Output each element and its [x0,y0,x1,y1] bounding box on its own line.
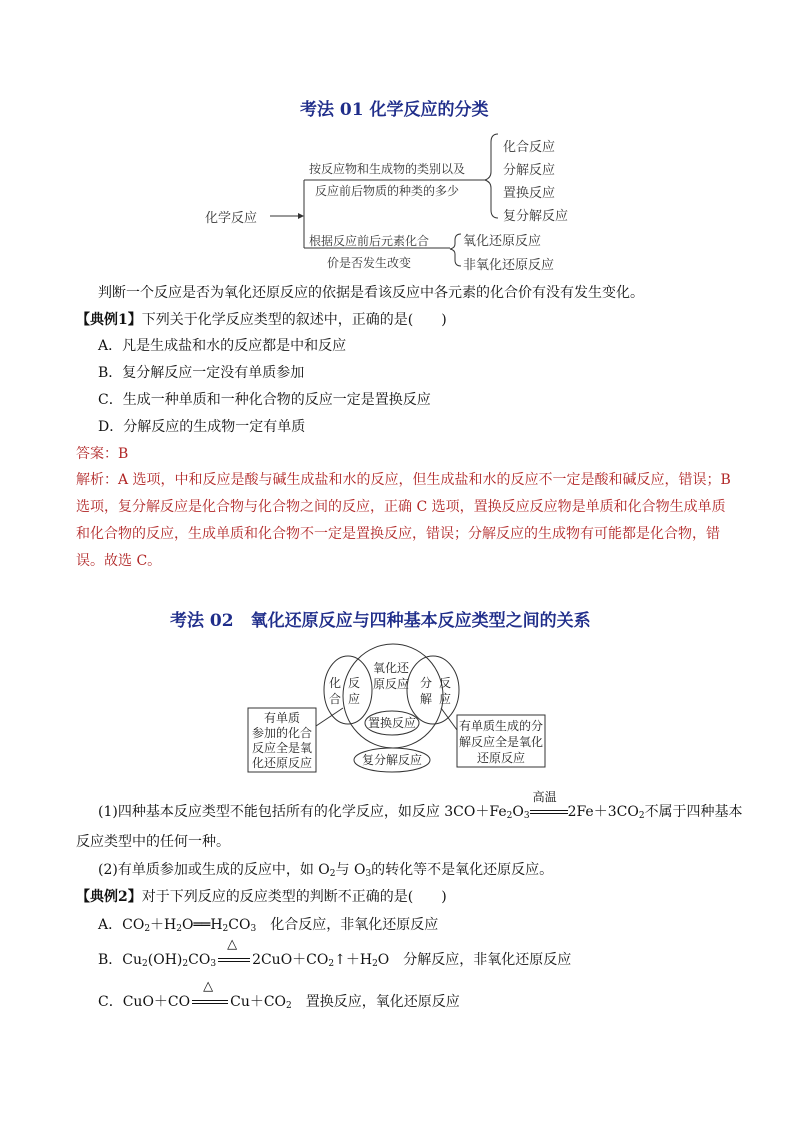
subscript: 3 [250,924,257,934]
opt-text: ＋H [150,917,177,933]
venn-right-inner-2: 解 [420,692,433,706]
subscript: 2 [222,924,229,934]
analysis-line: 解析：A 选项，中和反应是酸与碱生成盐和水的反应，但生成盐和水的反应不一定是酸和碱反应，错误；B [76,472,731,488]
heat-label: △ [227,937,238,952]
subscript: 2 [176,924,182,934]
equals-line [530,810,568,814]
subscript: 2 [144,924,151,934]
example2-question: 对于下列反应的反应类型的判断不正确的是( ) [141,889,447,905]
note2-text: (2)有单质参加或生成的反应中，如 O [98,862,330,878]
branch2-label-1: 根据反应前后元素化合 [309,234,430,248]
subscript: 2 [329,869,336,879]
section1-note: 判断一个反应是否为氧化还原反应的依据是看该反应中各元素的化合价有没有发生变化。 [98,285,644,301]
answer: 答案：B [76,446,129,462]
subscript: 3 [365,869,372,879]
branch2-label-2: 价是否发生改变 [327,256,412,270]
venn-right-label-2: 应 [439,692,452,706]
section1-title: 考法 01 化学反应的分类 [300,100,489,120]
subscript: 3 [523,811,530,821]
note2-text: 的转化等不是氧化还原反应。 [371,862,554,878]
note1-text: (1)四种基本反应类型不能包括所有的化学反应，如反应 3CO＋Fe [98,804,507,820]
venn-left-label-1: 化 [329,676,342,690]
ex2-option-a [98,915,438,935]
equals-line [218,958,250,962]
venn-right-inner-1: 分 [420,676,433,690]
condition-label: 高温 [532,790,557,804]
example1-question: 下列关于化学反应类型的叙述中，正确的是( ) [141,312,447,328]
analysis-line: 选项，复分解反应是化合物与化合物之间的反应，正确 C 选项，置换反应反应物是单质和化合物生成单质 [76,499,726,515]
venn-center-label-1: 氧化还 [373,661,410,675]
branch1-item: 化合反应 [503,140,556,155]
opt-type: 化合反应，非氧化还原反应 [270,917,439,933]
venn-left-box-3: 反应全是氧 [251,741,312,755]
subscript: 2 [638,811,645,821]
subscript: 2 [372,959,378,969]
venn-double: 复分解反应 [362,753,423,767]
venn-center-label-2: 原反应 [373,677,410,691]
note1-text: O [512,804,524,820]
analysis-line: 误。故选 C。 [76,553,162,569]
venn-right-box-1: 有单质生成的分 [459,719,544,733]
note2-text: 与 O [335,862,366,878]
subscript: 2 [286,1001,292,1011]
note1-line2: 反应类型中的任何一种。 [76,834,230,850]
example2-tag: 【典例2】 [76,889,142,905]
opt-text: CO [188,952,211,968]
option-b: B．复分解反应一定没有单质参加 [98,365,305,381]
example1-tag: 【典例1】 [76,312,142,328]
branch1-label-2: 反应前后物质的种类的多少 [315,184,460,198]
venn-right-box-3: 还原反应 [476,751,525,765]
opt-text: A．CO [98,917,145,933]
branch1-item: 置换反应 [503,186,556,201]
equals-line [192,1000,228,1004]
opt-type: 置换反应，氧化还原反应 [305,994,460,1010]
note2 [98,860,553,880]
analysis-line: 和化合物的反应，生成单质和化合物不一定是置换反应，错误；分解反应的生成物有可能都是化合物，错 [76,526,720,542]
branch1-item: 复分解反应 [503,209,569,224]
opt-text: O [377,952,390,968]
option-d: D．分解反应的生成物一定有单质 [98,419,306,435]
venn-diagram [245,638,550,778]
branch2-item: 非氧化还原反应 [463,258,555,273]
opt-type: 分解反应，非氧化还原反应 [403,952,572,968]
heat-arrow [192,979,228,1009]
venn-left-inner-1: 反 [348,676,361,690]
branch1-label-1: 按反应物和生成物的类别以及 [309,162,466,176]
ex2-option-b [98,937,572,970]
example2-question-line [76,887,447,907]
diagram-root: 化学反应 [205,211,258,226]
option-a: A．凡是生成盐和水的反应都是中和反应 [98,338,347,354]
subscript: 2 [328,959,335,969]
note1-text: 不属于四种基本 [644,804,743,820]
ex2-option-c [98,979,460,1012]
opt-text: ↑＋H [334,952,373,968]
venn-right-label-1: 反 [439,676,452,690]
subscript: 3 [210,959,217,969]
example1-question-line [76,310,447,330]
opt-text: B．Cu [98,952,143,968]
classification-diagram [205,128,605,278]
venn-left-label-2: 合 [329,692,342,706]
note1 [98,790,743,822]
opt-text: 2CuO＋CO [252,952,329,968]
high-temp-arrow [530,790,568,819]
branch1-item: 分解反应 [503,163,556,178]
venn-left-box-1: 有单质 [263,711,300,725]
branch2-item: 氧化还原反应 [463,234,542,249]
venn-left-box-4: 化还原反应 [251,756,312,770]
opt-text: CO [228,917,251,933]
section2-title: 考法 02 氧化还原反应与四种基本反应类型之间的关系 [170,611,591,631]
venn-right-box-2: 解反应全是氧化 [459,735,544,749]
note1-text: 2Fe＋3CO [567,804,639,820]
venn-replacement: 置换反应 [368,716,417,730]
venn-left-box-2: 参加的化合 [251,726,312,740]
opt-text: (OH) [147,952,183,968]
opt-text: O══H [182,917,223,933]
subscript: 2 [142,959,148,969]
subscript: 2 [182,959,189,969]
subscript: 2 [506,811,513,821]
venn-left-inner-2: 应 [348,692,361,706]
option-c: C．生成一种单质和一种化合物的反应一定是置换反应 [98,392,431,408]
opt-text: Cu＋CO [230,994,287,1010]
heat-arrow [218,937,250,967]
heat-label: △ [203,979,214,994]
opt-text: C．CuO＋CO [98,994,191,1010]
